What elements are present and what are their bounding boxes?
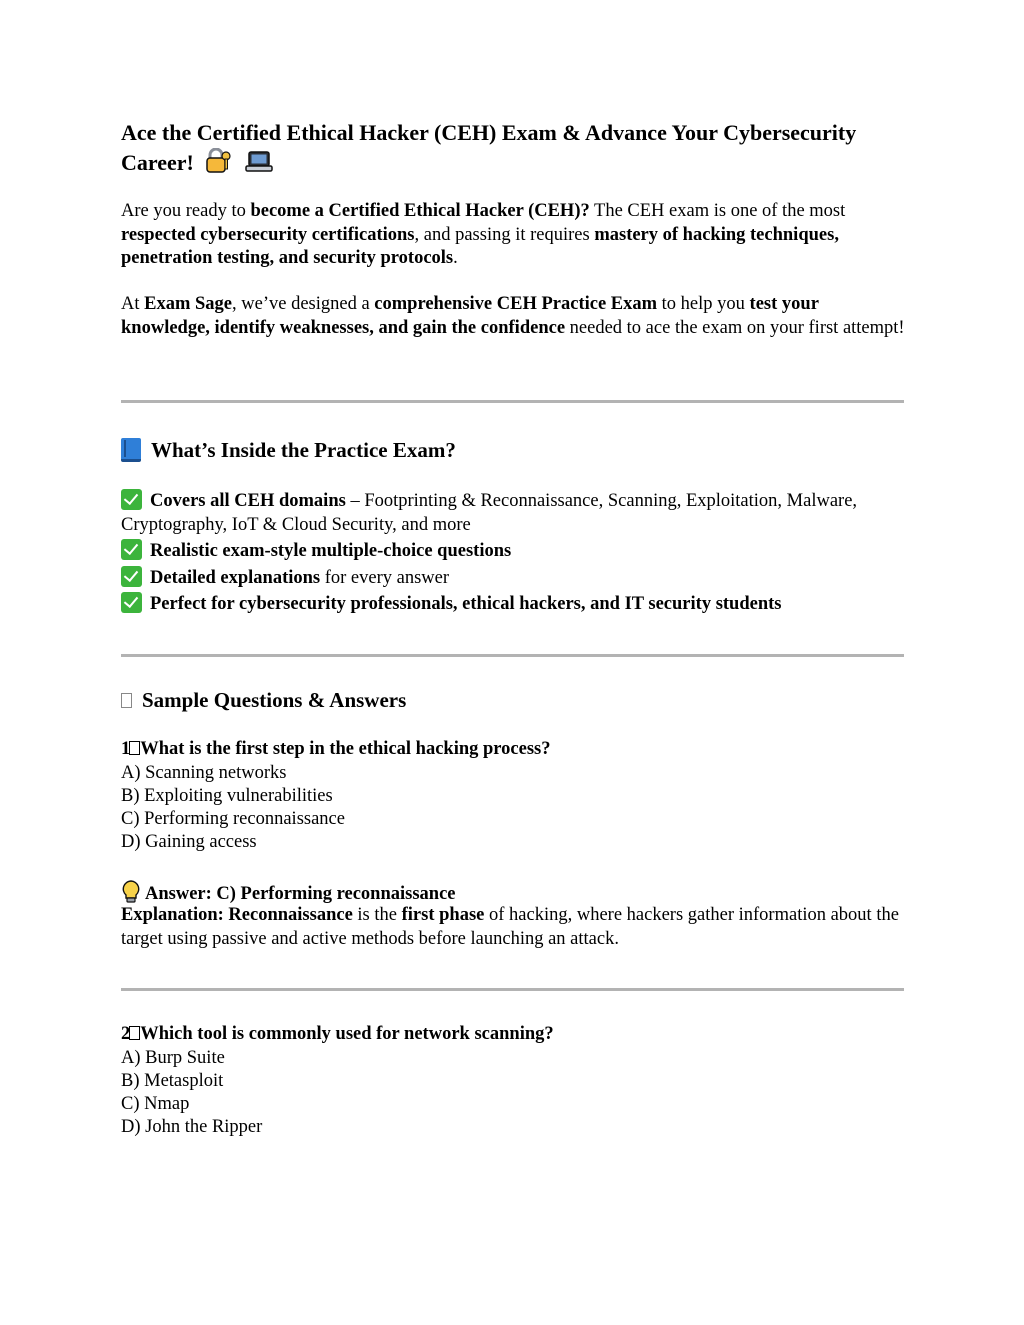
section-divider xyxy=(121,988,904,991)
inside-heading xyxy=(121,436,456,464)
intro-p1-text-4: . xyxy=(453,248,458,268)
intro-p1-text-2: The CEH exam is one of the most xyxy=(589,201,846,221)
answer-option: D) John the Ripper xyxy=(121,1117,263,1137)
page-title-text: Ace the Certified Ethical Hacker (CEH) Exam & Advance Your Cybersecurity Career! xyxy=(121,120,857,175)
intro-p2-bold-3: test your knowledge, identify weaknesses, and gain the confidence xyxy=(121,294,819,338)
intro-p1-text-3: , and passing it requires xyxy=(414,224,595,245)
feature-item-bold: Realistic exam-style multiple-choice questions xyxy=(150,541,512,561)
feature-item-bold: Detailed explanations xyxy=(150,568,321,588)
question-text: What is the first step in the ethical hacking process? xyxy=(140,739,551,759)
laptop-icon xyxy=(245,150,273,182)
answer-option: A) Burp Suite xyxy=(121,1048,225,1068)
answer-option: D) Gaining access xyxy=(121,832,257,852)
keycap-icon xyxy=(129,1026,140,1040)
feature-item xyxy=(121,566,906,591)
answer-text: Answer: C) Performing reconnaissance xyxy=(145,884,456,904)
inside-heading-text: What’s Inside the Practice Exam? xyxy=(151,438,456,462)
intro-paragraph-2 xyxy=(121,293,906,340)
feature-item-text: for every answer xyxy=(320,568,450,588)
answer-option: C) Nmap xyxy=(121,1094,190,1114)
question-text: Which tool is commonly used for network scanning? xyxy=(140,1024,554,1044)
question-number: 1 xyxy=(121,739,131,759)
locked-with-key-icon xyxy=(205,148,233,182)
intro-p1-bold-1: become a Certified Ethical Hacker (CEH)? xyxy=(250,201,590,221)
answer-option: A) Scanning networks xyxy=(121,763,287,783)
intro-p1-text-1: Are you ready to xyxy=(121,201,251,221)
question-number: 2 xyxy=(121,1024,131,1044)
question-2 xyxy=(121,1023,906,1047)
explanation xyxy=(121,904,906,951)
feature-item xyxy=(121,539,906,564)
intro-p2-bold-2: comprehensive CEH Practice Exam xyxy=(374,294,658,314)
feature-item-bold: Perfect for cybersecurity professionals, ethical hackers, and IT security students xyxy=(150,594,782,614)
section-divider xyxy=(121,654,904,657)
blue-book-icon xyxy=(121,438,141,462)
intro-p2-bold-1: Exam Sage xyxy=(144,294,232,314)
keycap-icon xyxy=(129,741,140,755)
intro-p1-bold-2: respected cybersecurity certifications xyxy=(121,224,415,245)
section-divider xyxy=(121,400,904,403)
answer-option: B) Metasploit xyxy=(121,1071,224,1091)
intro-paragraph-1 xyxy=(121,200,906,271)
feature-item xyxy=(121,489,906,537)
missing-glyph-icon xyxy=(121,693,132,708)
answer-option: C) Performing reconnaissance xyxy=(121,809,345,829)
intro-p2-text-4: needed to ace the exam on your first attempt! xyxy=(565,317,905,338)
check-mark-icon xyxy=(121,489,142,510)
check-mark-icon xyxy=(121,592,142,613)
samples-heading xyxy=(121,686,406,714)
check-mark-icon xyxy=(121,539,142,560)
explanation-text-2: of hacking, where hackers gather information about the target using passive and active methods before launching an attack. xyxy=(121,905,899,949)
question-1 xyxy=(121,738,906,762)
answer-option: B) Exploiting vulnerabilities xyxy=(121,786,333,806)
feature-item-text: – Footprinting & Reconnaissance, Scanning, Exploitation, Malware, Cryptography, IoT & Cloud Security, and more xyxy=(121,491,858,535)
intro-p2-text-1: At xyxy=(121,294,145,314)
feature-item xyxy=(121,592,906,617)
explanation-label: Explanation: Reconnaissance xyxy=(121,905,353,925)
explanation-text-1: is the xyxy=(352,905,402,925)
intro-p2-text-3: to help you xyxy=(657,294,750,314)
check-mark-icon xyxy=(121,566,142,587)
feature-item-bold: Covers all CEH domains xyxy=(150,491,346,511)
explanation-bold: first phase xyxy=(401,905,485,925)
samples-heading-text: Sample Questions & Answers xyxy=(142,688,407,712)
intro-p1-bold-3: mastery of hacking techniques, penetration testing, and security protocols xyxy=(121,224,839,268)
intro-p2-text-2: , we’ve designed a xyxy=(232,294,375,314)
page-title xyxy=(121,118,906,182)
